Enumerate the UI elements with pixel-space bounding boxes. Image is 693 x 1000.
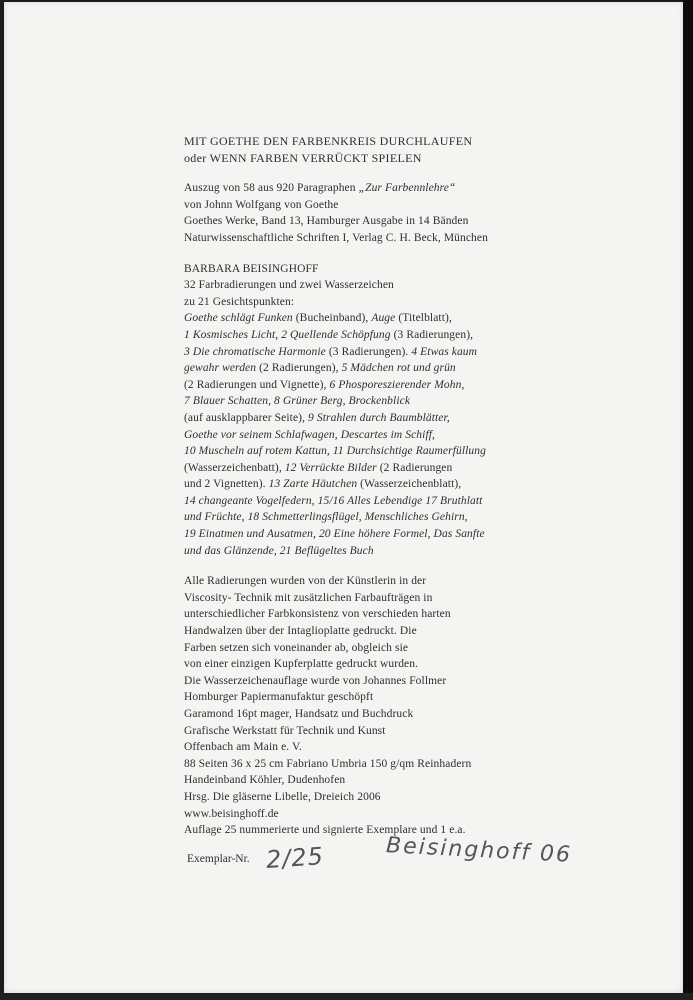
handwritten-copy-number: 2/25 <box>265 842 325 874</box>
edition-line: Auflage 25 nummerierte und signierte Exemplare und 1 e.a. <box>184 824 466 837</box>
colophon-line: von einer einzigen Kupferplatte gedruckt wurden. <box>184 658 419 671</box>
colophon-line: Farben setzen sich voneinander ab, obgleich sie <box>184 641 409 654</box>
handwritten-signature: Beisinghoff 06 <box>385 833 573 868</box>
colophon-line: Handwalzen über der Intaglioplatte gedruckt. Die <box>184 625 417 638</box>
source-line-3: Goethes Werke, Band 13, Hamburger Ausgabe in 14 Bänden <box>184 215 469 228</box>
colophon-line: Offenbach am Main e. V. <box>184 741 302 754</box>
title-line-2: oder WENN FARBEN VERRÜCKT SPIELEN <box>184 150 422 165</box>
colophon-line: unterschiedlicher Farbkonsistenz von verschieden harten <box>184 608 451 621</box>
artist-block: BARBARA BEISINGHOFF 32 Farbradierungen und zwei Wasserzeichen zu 21 Gesichtspunkten: Goethe schlägt Funken (Bucheinband), Auge (Titelblatt), 1 Kosmisches Licht, 2 Quellende Schöpfung (3 Radierungen), 3 Die chromatische Harmonie (3 Radierungen). 4 Etwas kaum gewahr werden (2 Radierungen), 5 Mädchen rot und grün (2 Radierungen und Vignette), 6 Phosporeszierender Mohn, 7 Blauer Schatten, 8 Grüner Berg, Brockenblick (auf ausklappbarer Seite), 9 Strahlen durch Baumblätter, Goethe vor seinem Schlafwagen, Descartes im Schiff, 10 Muscheln auf rotem Kattun, 11 Durchsichtige Raumerfüllung (Wasserzeichenbatt), 12 Verrückte Bilder (2 Radierungen und 2 Vignetten). 13 Zarte Häutchen (Wasserzeichenblatt), 14 changeante Vogelfedern, 15/16 Alles Lebendige 17 Bruthlatt und Früchte, 18 Schmetterlingsflügel, Menschliches Gehirn, 19 Einatmen und Ausatmen, 20 Eine höhere Formel, Das Sanfte und das Glänzende, 21 Beflügeltes Buch <box>184 261 524 560</box>
title-block <box>184 133 524 166</box>
colophon-block <box>184 573 524 839</box>
colophon-line: Alle Radierungen wurden von der Künstlerin in der <box>184 575 427 588</box>
colophon-line: Grafische Werkstatt für Technik und Kunst <box>184 724 386 737</box>
source-block <box>184 180 524 246</box>
colophon-line: Die Wasserzeichenauflage wurde von Johannes Follmer <box>184 674 447 687</box>
colophon-line: Handeinband Köhler, Dudenhofen <box>184 774 346 787</box>
scan-edge-bottom <box>0 993 693 1000</box>
colophon-line: Hrsg. Die gläserne Libelle, Dreieich 2006 <box>184 790 381 803</box>
title-line-1: MIT GOETHE DEN FARBENKREIS DURCHLAUFEN <box>184 134 473 148</box>
source-line-1: Auszug von 58 aus 920 Paragraphen „Zur Farbennlehre“ <box>184 182 456 195</box>
paper-sheet <box>4 2 683 993</box>
artist-name: BARBARA BEISINGHOFF <box>184 262 319 275</box>
colophon-line: Garamond 16pt mager, Handsatz und Buchdruck <box>184 708 414 720</box>
colophon-line: Viscosity- Technik mit zusätzlichen Farbaufträgen in <box>184 591 433 604</box>
source-line-2: von Johnn Wolfgang von Goethe <box>184 198 339 211</box>
colophon-line: Homburger Papiermanufaktur geschöpft <box>184 691 374 704</box>
scan-edge-right <box>683 0 693 1000</box>
colophon-line: 88 Seiten 36 x 25 cm Fabriano Umbria 150 g/qm Reinhadern <box>184 757 472 770</box>
colophon-text-block <box>184 133 524 839</box>
website-line: www.beisinghoff.de <box>184 807 279 820</box>
source-line-4: Naturwissenschaftliche Schriften I, Verlag C. H. Beck, München <box>184 231 488 244</box>
copy-number-label: Exemplar-Nr. <box>187 853 250 865</box>
